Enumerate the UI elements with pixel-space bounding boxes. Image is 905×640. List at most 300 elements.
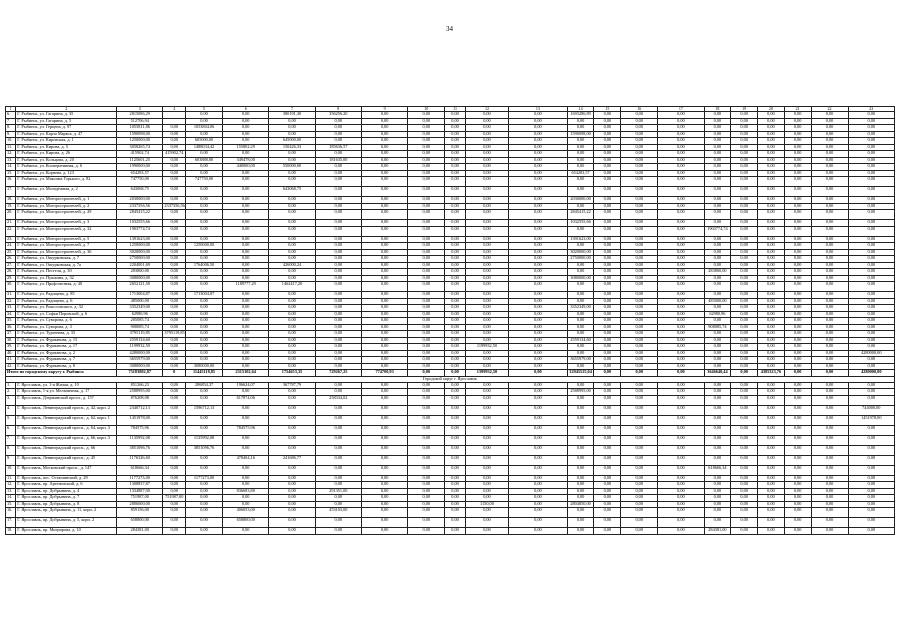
row-value: 0,00 [811, 405, 848, 415]
row-number: 6. [6, 112, 16, 119]
row-value: 0,00 [223, 357, 269, 364]
table-row [6, 518, 895, 528]
row-value: 291351,00 [315, 488, 361, 495]
row-value: 0,00 [811, 210, 848, 220]
row-number: 34. [6, 311, 16, 318]
header-cell: 14 [567, 107, 594, 112]
row-value: 0,00 [223, 350, 269, 357]
row-value: 0,00 [186, 465, 223, 475]
row-value: 0,00 [186, 282, 223, 292]
row-value: 380191,30 [269, 112, 315, 119]
row-address: Г. Рыбинск, ул. Софьи Перовской, д. 6 [16, 311, 117, 318]
row-value: 0,00 [315, 363, 361, 370]
row-value: 0,00 [784, 125, 811, 132]
row-value: 0,00 [594, 275, 621, 282]
row-value: 3851096,76 [186, 445, 223, 455]
row-value: 0,00 [731, 203, 758, 210]
row-value: 0,00 [784, 501, 811, 508]
row-value: 0,00 [361, 157, 407, 164]
row-value: 0,00 [621, 282, 658, 292]
row-value: 0,00 [465, 337, 508, 344]
row-value: 0,00 [704, 197, 731, 204]
row-value: 0,00 [269, 298, 315, 305]
row-value: 0,00 [445, 488, 466, 495]
row-value: 0,00 [361, 528, 407, 535]
row-value: 0,00 [594, 125, 621, 132]
row-value: 0,00 [445, 363, 466, 370]
row-value: 0,00 [223, 298, 269, 305]
row-value: 0,00 [567, 331, 594, 338]
row-value: 0,00 [361, 144, 407, 151]
row-value: 0,00 [704, 157, 731, 164]
row-value: 283800,00 [117, 269, 163, 276]
row-value: 0,00 [509, 157, 568, 164]
row-value: 0,00 [621, 144, 658, 151]
row-value: 0,00 [269, 170, 315, 177]
row-value: 1053804,06 [186, 125, 223, 132]
row-value: 0,00 [269, 236, 315, 243]
row-value: 0,00 [784, 210, 811, 220]
row-value: 2340712,13 [117, 405, 163, 415]
row-address: Г. Ярославль, 1-я ул. Мельничная, д. 17 [16, 389, 117, 396]
total-value: 1399932,50 [465, 370, 508, 377]
row-value: 196624,07 [223, 382, 269, 389]
row-value: 0,00 [361, 495, 407, 502]
row-value: 2030000,00 [117, 197, 163, 204]
row-value: 0,00 [465, 382, 508, 389]
row-value: 0,00 [567, 144, 594, 151]
row-value: 0,00 [408, 318, 445, 325]
row-value: 0,00 [848, 292, 894, 299]
row-value: 0,00 [223, 243, 269, 250]
row-value: 0,00 [408, 125, 445, 132]
row-value: 0,00 [731, 382, 758, 389]
header-cell: 20 [758, 107, 785, 112]
row-value: 0,00 [509, 405, 568, 415]
row-address: Г. Рыбинск, ул. Профсоюзная, д. 40 [16, 282, 117, 292]
row-value: 0,00 [594, 203, 621, 210]
row-value: 0,00 [848, 170, 894, 177]
row-value: 0,00 [704, 455, 731, 465]
row-value: 0,00 [758, 435, 785, 445]
row-value: 0,00 [811, 350, 848, 357]
row-value: 0,00 [621, 528, 658, 535]
row-value: 0,00 [445, 482, 466, 489]
row-value: 0,00 [848, 528, 894, 535]
row-value: 3080000,00 [186, 363, 223, 370]
row-value: 0,00 [848, 177, 894, 187]
row-value: 0,00 [848, 131, 894, 138]
row-value: 0,00 [186, 495, 223, 502]
row-value: 0,00 [784, 118, 811, 125]
row-value: 1055811,86 [117, 125, 163, 132]
row-value: 550000,00 [269, 164, 315, 171]
row-value: 0,00 [811, 187, 848, 197]
row-value: 0,00 [361, 177, 407, 187]
row-value: 0,00 [315, 405, 361, 415]
row-value: 0,00 [361, 226, 407, 236]
row-address: Г. Рыбинск, ул. Рокоссовского, д. 32 [16, 305, 117, 312]
row-value: 0,00 [361, 151, 407, 158]
row-value: 0,00 [704, 508, 731, 518]
row-value: 0,00 [731, 331, 758, 338]
header-cell: 2 [16, 107, 117, 112]
row-value: 0,00 [567, 226, 594, 236]
row-value: 0,00 [509, 482, 568, 489]
row-value: 0,00 [848, 318, 894, 325]
row-value: 0,00 [269, 495, 315, 502]
row-value: 0,00 [223, 324, 269, 331]
row-value: 0,00 [445, 389, 466, 396]
row-value: 0,00 [269, 311, 315, 318]
row-value: 0,00 [361, 318, 407, 325]
header-cell: 5 [186, 107, 223, 112]
row-value: 0,00 [621, 262, 658, 269]
row-value: 0,00 [731, 177, 758, 187]
row-value: 0,00 [758, 220, 785, 227]
row-value: 0,00 [223, 138, 269, 145]
row-value: 0,00 [223, 131, 269, 138]
header-cell: 17 [658, 107, 704, 112]
row-value: 0,00 [186, 249, 223, 256]
row-value: 0,00 [621, 131, 658, 138]
row-number: 38. [6, 337, 16, 344]
row-value: 0,00 [811, 382, 848, 389]
row-value: 0,00 [658, 475, 704, 482]
row-value: 0,00 [269, 220, 315, 227]
row-value: 0,00 [621, 249, 658, 256]
row-value: 0,00 [163, 177, 186, 187]
row-value: 617874,06 [223, 395, 269, 405]
row-value: 0,00 [223, 256, 269, 263]
row-value: 0,00 [186, 203, 223, 210]
row-value: 0,00 [509, 395, 568, 405]
table-row [6, 435, 895, 445]
row-value: 0,00 [621, 415, 658, 425]
row-value: 0,00 [408, 344, 445, 351]
row-value: 0,00 [567, 528, 594, 535]
row-value: 0,00 [445, 170, 466, 177]
row-value: 0,00 [621, 164, 658, 171]
row-value: 0,00 [658, 425, 704, 435]
row-value: 0,00 [567, 425, 594, 435]
row-value: 0,00 [784, 203, 811, 210]
row-value: 0,00 [731, 269, 758, 276]
row-value: 0,00 [848, 187, 894, 197]
row-value: 0,00 [163, 425, 186, 435]
row-value: 0,00 [465, 282, 508, 292]
row-value: 0,00 [758, 249, 785, 256]
row-value: 62980,96 [704, 311, 731, 318]
row-value: 0,00 [223, 305, 269, 312]
row-value: 0,00 [704, 256, 731, 263]
row-value: 0,00 [465, 269, 508, 276]
row-value: 784575,96 [117, 425, 163, 435]
row-value: 0,00 [186, 164, 223, 171]
row-value: 0,00 [731, 475, 758, 482]
row-value: 0,00 [361, 324, 407, 331]
row-value: 0,00 [408, 269, 445, 276]
row-value: 0,00 [784, 220, 811, 227]
row-value: 0,00 [163, 508, 186, 518]
row-value: 605000,00 [186, 138, 223, 145]
row-address: Г. Рыбинск, ул. Максима Горького, д. 82 [16, 177, 117, 187]
row-value: 0,00 [621, 318, 658, 325]
row-value: 0,00 [163, 131, 186, 138]
row-value: 0,00 [621, 170, 658, 177]
row-value: 0,00 [758, 324, 785, 331]
row-value: 0,00 [784, 275, 811, 282]
row-value: 0,00 [163, 144, 186, 151]
row-value: 0,00 [445, 249, 466, 256]
row-number: 31. [6, 292, 16, 299]
row-value: 0,00 [269, 344, 315, 351]
row-address: Г. Рыбинск, ул. Радищева, д. 85 [16, 292, 117, 299]
row-value: 1488034,42 [186, 144, 223, 151]
row-value: 0,00 [186, 357, 223, 364]
row-value: 0,00 [509, 415, 568, 425]
row-value: 0,00 [465, 177, 508, 187]
row-value: 0,00 [731, 305, 758, 312]
row-value: 0,00 [269, 415, 315, 425]
row-value: 0,00 [223, 236, 269, 243]
row-value: 0,00 [186, 455, 223, 465]
row-value: 0,00 [509, 170, 568, 177]
row-value: 0,00 [758, 118, 785, 125]
row-value: 0,00 [594, 249, 621, 256]
row-value: 0,00 [315, 243, 361, 250]
row-value: 0,00 [445, 415, 466, 425]
row-value: 4280000,00 [848, 350, 894, 357]
row-value: 0,00 [509, 249, 568, 256]
row-value: 0,00 [731, 395, 758, 405]
row-value: 0,00 [704, 203, 731, 210]
row-value: 0,00 [594, 475, 621, 482]
row-value: 0,00 [621, 226, 658, 236]
row-value: 0,00 [315, 331, 361, 338]
row-value: 0,00 [567, 363, 594, 370]
row-value: 0,00 [594, 455, 621, 465]
row-value: 0,00 [269, 131, 315, 138]
row-value: 0,00 [361, 382, 407, 389]
total-value: 3646640,44 [704, 370, 731, 377]
row-number: 10. [6, 465, 16, 475]
row-number: 8. [6, 125, 16, 132]
row-value: 0,00 [784, 395, 811, 405]
row-value: 0,00 [408, 331, 445, 338]
row-value: 0,00 [758, 488, 785, 495]
row-value: 0,00 [445, 395, 466, 405]
row-value: 0,00 [567, 495, 594, 502]
row-value: 0,00 [731, 282, 758, 292]
row-value: 0,00 [567, 318, 594, 325]
row-value: 0,00 [784, 465, 811, 475]
row-value: 603888,80 [186, 157, 223, 164]
row-value: 0,00 [163, 269, 186, 276]
row-value: 2337356,56 [164, 203, 185, 208]
row-value: 0,00 [658, 405, 704, 415]
row-value: 0,00 [163, 249, 186, 256]
row-value: 0,00 [731, 455, 758, 465]
row-address: Г. Ярославль, пр. Добрынина, д. 4 [16, 488, 117, 495]
row-address: Г. Рыбинск, ул. Гагарина, д. 35 [16, 112, 117, 119]
row-value: 1391623,00 [567, 236, 594, 243]
row-number: 12. [6, 151, 16, 158]
row-address: Г. Рыбинск, ул. Моторостроителей, д. 29 [16, 210, 117, 220]
row-value: 62980,96 [117, 311, 163, 318]
row-value: 0,00 [361, 275, 407, 282]
row-value: 0,00 [509, 363, 568, 370]
row-value: 0,00 [509, 262, 568, 269]
row-value: 0,00 [811, 298, 848, 305]
row-value: 0,00 [408, 518, 445, 528]
row-value: 0,00 [186, 482, 223, 489]
row-value: 0,00 [758, 455, 785, 465]
row-value: 0,00 [784, 455, 811, 465]
row-value: 0,00 [361, 344, 407, 351]
row-value: 0,00 [509, 305, 568, 312]
row-value: 0,00 [621, 344, 658, 351]
row-value: 0,00 [784, 187, 811, 197]
row-value: 0,00 [784, 324, 811, 331]
row-value: 0,00 [658, 495, 704, 502]
row-value: 241686,77 [269, 455, 315, 465]
row-address: Г. Рыбинск, ул. Моторостроителей, д. 32 [16, 226, 117, 236]
total-value: 0,00 [509, 370, 568, 377]
row-value: 1135992,08 [186, 435, 223, 445]
row-value: 0,00 [269, 395, 315, 405]
row-value: 0,00 [465, 236, 508, 243]
row-value: 0,00 [621, 435, 658, 445]
row-value: 0,00 [408, 249, 445, 256]
row-value: 0,00 [163, 475, 186, 482]
row-number: 16. [6, 177, 16, 187]
row-value: 0,00 [704, 118, 731, 125]
row-value: 2815086,29 [117, 112, 163, 119]
row-value: 2559134,60 [567, 337, 594, 344]
row-value: 0,00 [361, 445, 407, 455]
row-value: 0,00 [315, 197, 361, 204]
row-value: 0,00 [163, 528, 186, 535]
row-value: 0,00 [621, 445, 658, 455]
row-value: 0,00 [408, 465, 445, 475]
row-value: 0,00 [315, 455, 361, 465]
row-value: 0,00 [269, 125, 315, 132]
row-value: 0,00 [567, 177, 594, 187]
row-value: 0,00 [408, 118, 445, 125]
row-value: 0,00 [315, 262, 361, 269]
row-value: 0,00 [848, 475, 894, 482]
row-value: 0,00 [758, 210, 785, 220]
row-value: 0,00 [408, 405, 445, 415]
row-value: 0,00 [408, 243, 445, 250]
row-value: 0,00 [186, 226, 223, 236]
row-value: 0,00 [848, 144, 894, 151]
row-value: 0,00 [758, 528, 785, 535]
row-value: 0,00 [848, 488, 894, 495]
row-value: 0,00 [758, 363, 785, 370]
row-value: 0,00 [811, 292, 848, 299]
row-value: 0,00 [658, 197, 704, 204]
row-value: 0,00 [567, 518, 594, 528]
row-value: 0,00 [408, 337, 445, 344]
row-value: 0,00 [269, 118, 315, 125]
row-value: 0,00 [186, 324, 223, 331]
row-value: 0,00 [163, 445, 186, 455]
row-value: 0,00 [269, 177, 315, 187]
total-value: 774700,93 [361, 370, 407, 377]
row-value: 0,00 [704, 395, 731, 405]
row-value: 0,00 [594, 465, 621, 475]
row-value: 784575,96 [223, 425, 269, 435]
row-value: 0,00 [758, 112, 785, 119]
row-value: 618666,34 [704, 465, 731, 475]
row-address: Г. Рыбинск, ул. Молодежная, д. 2 [16, 187, 117, 197]
row-value: 0,00 [704, 405, 731, 415]
row-value: 0,00 [758, 445, 785, 455]
row-value: 0,00 [567, 118, 594, 125]
row-value: 0,00 [186, 112, 223, 119]
row-value: 0,00 [509, 508, 568, 518]
row-value: 0,00 [445, 318, 466, 325]
row-value: 0,00 [186, 389, 223, 396]
row-value: 0,00 [509, 337, 568, 344]
row-address: Г. Ярославль, пр. Мигрирова, д. 10 [16, 528, 117, 535]
row-value: 0,00 [567, 187, 594, 197]
row-value: 0,00 [163, 311, 186, 318]
row-value: 0,00 [704, 382, 731, 389]
row-value: 0,00 [594, 482, 621, 489]
row-value: 284381,00 [704, 528, 731, 535]
row-value: 0,00 [445, 112, 466, 119]
row-value: 0,00 [361, 395, 407, 405]
row-value: 0,00 [758, 164, 785, 171]
row-value: 2588995,00 [567, 389, 594, 396]
row-number: 13. [6, 488, 16, 495]
row-value: 0,00 [465, 311, 508, 318]
row-value: 0,00 [163, 138, 186, 145]
row-value: 0,00 [163, 389, 186, 396]
row-value: 0,00 [315, 298, 361, 305]
row-number: 3. [6, 395, 16, 405]
row-value: 0,00 [361, 197, 407, 204]
row-value: 0,00 [621, 220, 658, 227]
row-value: 0,00 [163, 282, 186, 292]
row-value: 0,00 [465, 220, 508, 227]
row-value: 0,00 [704, 344, 731, 351]
row-value: 0,00 [758, 357, 785, 364]
row-value: 0,00 [315, 415, 361, 425]
row-value: 0,00 [758, 475, 785, 482]
row-value: 0,00 [465, 262, 508, 269]
row-value: 0,00 [269, 488, 315, 495]
row-value: 0,00 [361, 125, 407, 132]
row-value: 0,00 [704, 318, 731, 325]
row-value: 0,00 [223, 118, 269, 125]
row-value: 0,00 [621, 236, 658, 243]
row-value: 0,00 [163, 275, 186, 282]
row-value: 0,00 [784, 475, 811, 482]
row-value: 0,00 [784, 177, 811, 187]
row-value: 2030000,00 [567, 197, 594, 204]
row-value: 0,00 [223, 125, 269, 132]
row-value: 0,00 [784, 337, 811, 344]
row-value: 2845415,22 [567, 210, 594, 220]
row-number: 37. [6, 331, 16, 338]
row-value: 0,00 [758, 318, 785, 325]
row-value: 0,00 [445, 203, 466, 210]
row-value: 0,00 [704, 292, 731, 299]
